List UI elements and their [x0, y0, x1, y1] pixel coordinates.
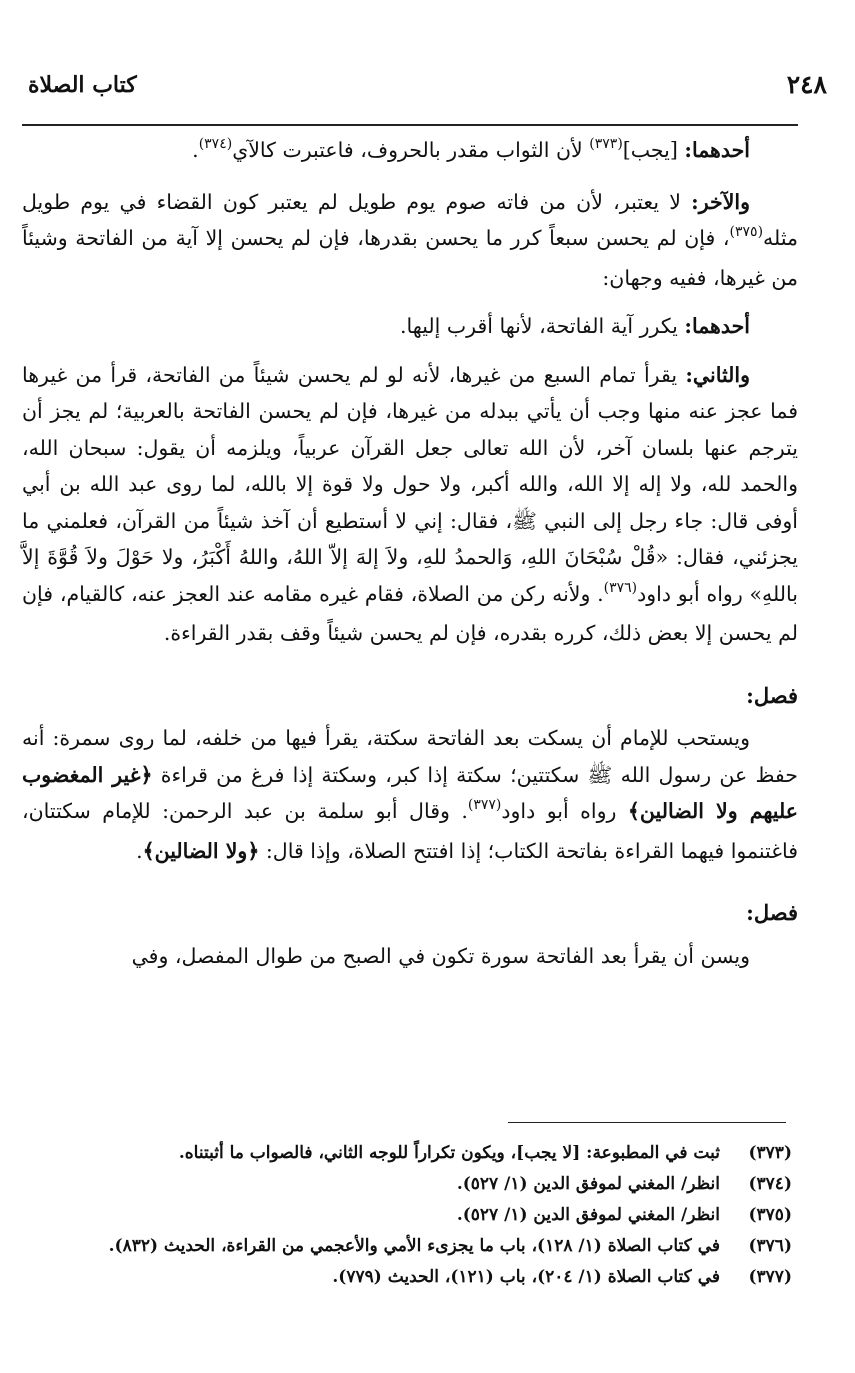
page-number: ٢٤٨ — [786, 70, 827, 99]
running-title: كتاب الصلاة — [28, 72, 137, 98]
footnote-number: (٣٧٤) — [748, 1174, 792, 1194]
footnote-text: في كتاب الصلاة (١/ ١٢٨)، باب ما يجزىء الأمي والأعجمي من القراءة، الحديث (٨٣٢). — [108, 1236, 720, 1256]
footnote-text: في كتاب الصلاة (١/ ٢٠٤)، باب (١٢١)، الحديث (٧٧٩). — [332, 1267, 720, 1287]
footnotes — [20, 1138, 800, 1293]
footnote-text: انظر/ المغني لموفق الدين (١/ ٥٢٧). — [456, 1174, 720, 1194]
footnote-ref: (٣٧٤) — [198, 136, 233, 152]
footnote — [20, 1169, 800, 1200]
footnote-ref: (٣٧٣) — [589, 136, 623, 152]
footnote-number: (٣٧٥) — [748, 1205, 792, 1225]
footnote-text: ثبت في المطبوعة: [لا يجب]، ويكون تكراراً للوجه الثاني، فالصواب ما أثبتناه. — [178, 1143, 720, 1163]
footnote-rule — [508, 1122, 786, 1123]
section-2-paragraph: ويسن أن يقرأ بعد الفاتحة سورة تكون في الصبح من طوال المفصل، وفي — [131, 943, 750, 968]
section-1-paragraph: ويستحب للإمام أن يسكت بعد الفاتحة سكتة، يقرأ فيها من خلفه، لما روى سمرة: أنه حفظ عن رسول الله ﷺ سكتتين؛ سكتة إذا كبر، وسكتة إذا فرغ من قراءة ﴿غير المغضوب عليهم ولا الضالين﴾ رواه أبو داود$^{(٣٧٧)}$. وقال أبو سلمة بن عبد الرحمن: للإمام سكتتان، فاغتنموا فيهما القراءة بفاتحة الكتاب؛ إذا افتتح الصلاة، وإذا قال: ﴿ولا الضالين﴾. — [22, 726, 798, 863]
footnote — [20, 1200, 800, 1231]
paragraph-2: والآخر: لا يعتبر، لأن من فاته صوم يوم طويل لم يعتبر كون القضاء في يوم طويل مثله$^{(٣٧٥)}$، فإن لم يحسن سبعاً كرر ما يحسن بقدرها، فإن لم يحسن إلا آية من الفاتحة وشيئاً من غيرها، ففيه وجهان: — [22, 189, 798, 290]
quran-quote: ﴿ولا الضالين﴾ — [142, 838, 260, 863]
footnote — [20, 1262, 800, 1293]
footnote-number: (٣٧٧) — [748, 1267, 792, 1287]
page-header — [28, 70, 827, 110]
paragraph-1: أحدهما: [يجب]$^{(٣٧٣)}$ لأن الثواب مقدر بالحروف، فاعتبرت كالآي$^{(٣٧٤)}$. — [192, 136, 750, 162]
footnote — [20, 1138, 800, 1169]
paragraph-4: والثاني: يقرأ تمام السبع من غيرها، لأنه لو لم يحسن شيئاً من الفاتحة، قرأ من غيرها فما عجز عنه منها وجب أن يأتي ببدله من غيرها، فإن لم يحسن الفاتحة بالعربية؛ لم يجز أن يترجم عنها بلسان آخر، لأن الله تعالى جعل القرآن عربياً، ويلزمه أن يقول: سبحان الله، والحمد لله، ولا إله إلا الله، والله أكبر، ولا حول ولا قوة إلا بالله، لما روى عبد الله بن أبي أوفى قال: جاء رجل إلى النبي ﷺ، فقال: إني لا أستطيع أن آخذ شيئاً من القرآن، فعلمني ما يجزئني، فقال: «قُلْ سُبْحَانَ اللهِ، وَالحمدُ للهِ، ولاَ إلهَ إلاّ اللهُ، واللهُ أَكْبَرُ، ولا حَوْلَ ولاَ قُوَّةَ إلاَّ باللهِ» رواه أبو داود$^{(٣٧٦)}$. ولأنه ركن من الصلاة، فقام غيره مقامه عند العجز عنه، كالقيام، فإن لم يحسن إلا بعض ذلك، كرره بقدره، فإن لم يحسن شيئاً وقف بقدر القراءة. — [22, 362, 798, 645]
footnote-number: (٣٧٦) — [748, 1236, 792, 1256]
footnote-ref: (٣٧٦) — [603, 579, 638, 596]
header-rule — [22, 124, 798, 126]
footnote-ref: (٣٧٥) — [729, 224, 764, 240]
footnote-text: انظر/ المغني لموفق الدين (١/ ٥٢٧). — [456, 1205, 720, 1225]
section-heading: فصل: — [746, 900, 798, 925]
section-heading: فصل: — [746, 682, 798, 708]
footnote-number: (٣٧٣) — [748, 1143, 792, 1163]
main-text — [22, 132, 798, 986]
quran-quote: ﴿غير المغضوب عليهم ولا الضالين﴾ — [22, 762, 798, 823]
footnote — [20, 1231, 800, 1262]
paragraph-3: أحدهما: يكرر آية الفاتحة، لأنها أقرب إليها. — [400, 314, 750, 338]
footnote-ref: (٣٧٧) — [467, 797, 502, 813]
